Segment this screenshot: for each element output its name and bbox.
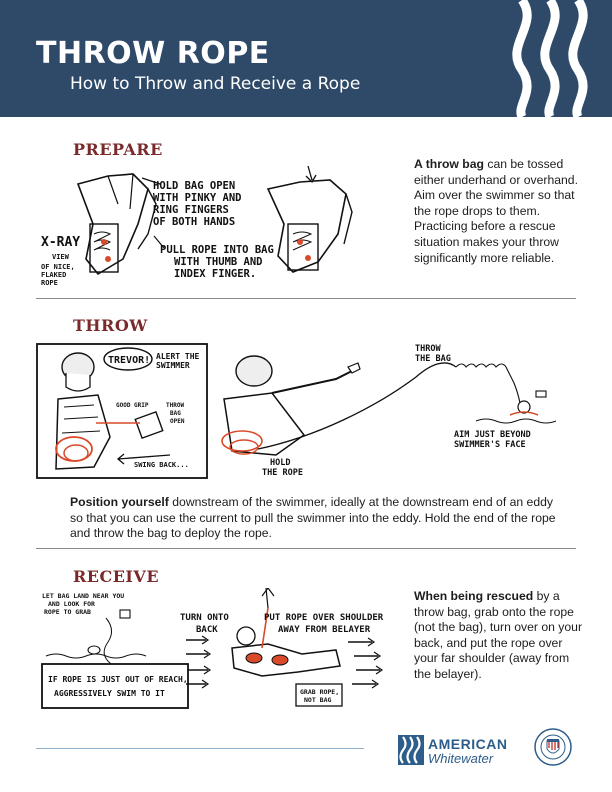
svg-text:PUT ROPE OVER SHOULDER: PUT ROPE OVER SHOULDER — [264, 613, 384, 623]
svg-text:VIEW: VIEW — [52, 253, 69, 261]
svg-text:ROPE TO GRAB: ROPE TO GRAB — [44, 608, 91, 616]
svg-text:GOOD GRIP: GOOD GRIP — [116, 402, 149, 409]
svg-text:THE BAG: THE BAG — [415, 354, 451, 364]
svg-text:HOLD: HOLD — [270, 458, 291, 468]
svg-text:GRAB ROPE,: GRAB ROPE, — [300, 688, 340, 696]
coast-guard-seal-icon — [534, 727, 572, 767]
svg-text:INDEX FINGER.: INDEX FINGER. — [174, 268, 257, 280]
receive-description: When being rescued by a throw bag, grab onto the rope (not the bag), turn over on your back, and put the rope over your far shoulder (away from the belayer). — [414, 589, 583, 681]
svg-text:AWAY FROM BELAYER: AWAY FROM BELAYER — [278, 625, 371, 635]
prepare-heading: PREPARE — [73, 140, 163, 159]
svg-text:X-RAY: X-RAY — [41, 235, 81, 250]
page-subtitle: How to Throw and Receive a Rope — [70, 74, 361, 94]
page-title: THROW ROPE — [36, 36, 270, 71]
svg-text:RING FINGERS: RING FINGERS — [153, 204, 229, 216]
prepare-description: A throw bag can be tossed either underhand or overhand. Aim over the swimmer so that the rope drops to them. Practicing before a rescue situation makes your throw significantly more reliable. — [414, 157, 578, 265]
svg-text:NOT BAG: NOT BAG — [304, 696, 332, 704]
svg-text:SWING BACK...: SWING BACK... — [134, 461, 189, 469]
svg-text:OPEN: OPEN — [170, 418, 185, 425]
throw-illustration — [36, 337, 582, 485]
svg-text:OF BOTH HANDS: OF BOTH HANDS — [153, 216, 236, 228]
svg-text:THE ROPE: THE ROPE — [262, 468, 303, 478]
section-divider — [36, 298, 576, 299]
svg-text:FLAKED: FLAKED — [41, 271, 67, 279]
svg-text:BAG: BAG — [170, 410, 181, 417]
org-name-line1: AMERICAN — [428, 736, 508, 752]
prepare-illustration — [38, 164, 408, 292]
receive-heading: RECEIVE — [73, 567, 160, 586]
svg-text:SWIMMER'S FACE: SWIMMER'S FACE — [454, 440, 526, 450]
svg-text:ROPE: ROPE — [41, 279, 58, 287]
svg-text:WITH PINKY AND: WITH PINKY AND — [153, 192, 242, 204]
svg-text:AGGRESSIVELY SWIM TO IT: AGGRESSIVELY SWIM TO IT — [54, 689, 165, 698]
footer-divider — [36, 748, 364, 749]
svg-text:AND LOOK FOR: AND LOOK FOR — [48, 600, 95, 608]
svg-text:WITH THUMB AND: WITH THUMB AND — [174, 256, 263, 268]
section-divider — [36, 548, 576, 549]
receive-illustration — [36, 588, 406, 718]
org-name-line2: Whitewater — [428, 751, 494, 766]
header-banner — [0, 0, 612, 117]
svg-text:PULL ROPE INTO BAG: PULL ROPE INTO BAG — [160, 244, 274, 256]
svg-text:AIM JUST BEYOND: AIM JUST BEYOND — [454, 430, 531, 440]
svg-text:TURN ONTO: TURN ONTO — [180, 613, 229, 623]
svg-text:BACK: BACK — [196, 625, 218, 635]
throw-heading: THROW — [73, 316, 148, 335]
svg-text:OF NICE,: OF NICE, — [41, 263, 75, 271]
svg-text:SWIMMER: SWIMMER — [156, 361, 190, 370]
american-whitewater-logo-icon — [398, 735, 424, 765]
svg-text:TREVOR!: TREVOR! — [108, 355, 151, 366]
svg-text:ALERT THE: ALERT THE — [156, 352, 200, 361]
svg-text:THROW: THROW — [166, 402, 185, 409]
throw-description: Position yourself downstream of the swimmer, ideally at the downstream end of an eddy so that you can use the current to pull the swimmer into the eddy. Hold the end of the rope and throw the bag to deploy the rope. — [70, 495, 556, 541]
svg-text:THROW: THROW — [415, 344, 441, 354]
wave-decoration-icon — [502, 0, 612, 117]
svg-text:HOLD BAG OPEN: HOLD BAG OPEN — [153, 180, 236, 192]
svg-text:LET BAG LAND NEAR YOU: LET BAG LAND NEAR YOU — [42, 592, 125, 600]
svg-text:IF ROPE IS JUST OUT OF REACH,: IF ROPE IS JUST OUT OF REACH, — [48, 675, 188, 684]
